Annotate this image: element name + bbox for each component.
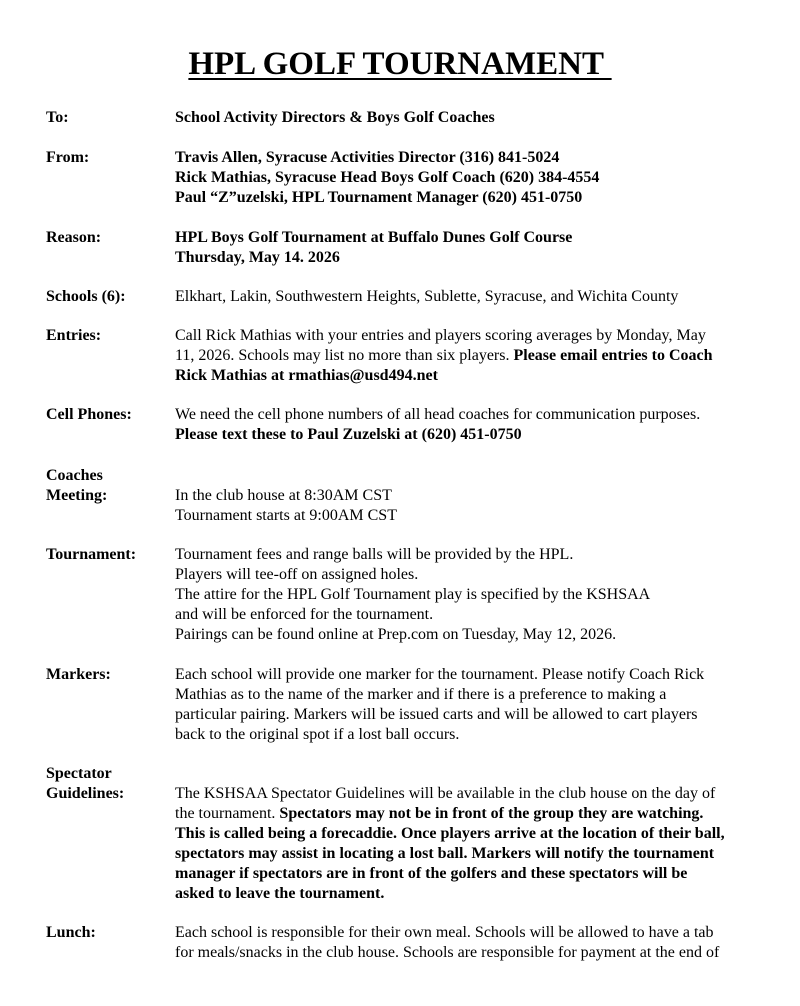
coaches-meeting-line: Tournament starts at 9:00AM CST [175,507,397,524]
spectator-bold-line: spectators may assist in locating a lost ball. Markers will notify the tournament [175,845,715,862]
entries-label: Entries: [46,327,102,344]
entries-email-line: Rick Mathias at rmathias@usd494.net [175,367,438,384]
coaches-meeting-text [175,486,775,526]
from-line: Rick Mathias, Syracuse Head Boys Golf Coach (620) 384-4554 [175,169,600,186]
cell-phones-label: Cell Phones: [46,406,132,423]
cell-phones-bold-line: Please text these to Paul Zuzelski at (620) 451-0750 [175,426,522,443]
from-label: From: [46,149,90,166]
spectator-label [46,764,174,804]
spectator-line [175,804,775,824]
markers-label: Markers: [46,666,111,683]
schools-text: Elkhart, Lakin, Southwestern Heights, Sublette, Syracuse, and Wichita County [175,288,679,305]
spectator-bold-line: asked to leave the tournament. [175,885,385,902]
spectator-label-line: Spectator [46,765,112,782]
reason-line: HPL Boys Golf Tournament at Buffalo Dunes Golf Course [175,229,573,246]
to-label: To: [46,109,69,126]
tournament-label: Tournament: [46,546,137,563]
tournament-line: Players will tee-off on assigned holes. [175,566,419,583]
entries-line [175,346,775,366]
markers-line: Each school will provide one marker for the tournament. Please notify Coach Rick [175,666,705,683]
spectator-line: The KSHSAA Spectator Guidelines will be available in the club house on the day of [175,785,716,802]
page-title: HPL GOLF TOURNAMENT [188,46,612,82]
entries-text [175,326,775,386]
markers-line: particular pairing. Markers will be issued carts and will be allowed to cart players [175,706,698,723]
lunch-line: Each school is responsible for their own meal. Schools will be allowed to have a tab [175,924,714,941]
markers-line: back to the original spot if a lost ball occurs. [175,726,460,743]
tournament-line: The attire for the HPL Golf Tournament play is specified by the KSHSAA [175,586,651,603]
reason-label: Reason: [46,229,102,246]
spectator-bold-line: This is called being a forecaddie. Once players arrive at the location of their ball, [175,825,725,842]
to-text: School Activity Directors & Boys Golf Coaches [175,109,495,126]
cell-phones-line: We need the cell phone numbers of all head coaches for communication purposes. [175,406,701,423]
markers-line: Mathias as to the name of the marker and if there is a preference to making a [175,686,667,703]
from-lines [175,148,775,208]
tournament-line: Tournament fees and range balls will be provided by the HPL. [175,546,574,563]
spectator-text [175,784,775,904]
cell-phones-text [175,405,775,445]
tournament-line: and will be enforced for the tournament. [175,606,434,623]
spectator-line-bold: Spectators may not be in front of the group they are watching. [279,805,704,822]
entries-line-normal: 11, 2026. Schools may list no more than six players. [175,347,514,364]
spectator-line-normal: the tournament. [175,805,280,822]
lunch-label: Lunch: [46,924,96,941]
coaches-meeting-label-line: Coaches [46,467,103,484]
lunch-line: for meals/snacks in the club house. Schools are responsible for payment at the end of [175,944,720,961]
tournament-line: Pairings can be found online at Prep.com on Tuesday, May 12, 2026. [175,626,617,643]
spectator-label-line: Guidelines: [46,785,125,802]
reason-line: Thursday, May 14. 2026 [175,249,340,266]
entries-line-bold: Please email entries to Coach [513,347,713,364]
coaches-meeting-line: In the club house at 8:30AM CST [175,487,392,504]
coaches-meeting-label-line: Meeting: [46,487,108,504]
tournament-text [175,545,775,645]
schools-label: Schools (6): [46,288,126,305]
coaches-meeting-label [46,466,174,506]
lunch-text [175,923,775,963]
markers-text [175,665,775,745]
from-line: Travis Allen, Syracuse Activities Director (316) 841-5024 [175,149,560,166]
reason-lines [175,228,775,268]
spectator-bold-line: manager if spectators are in front of the golfers and these spectators will be [175,865,688,882]
from-line: Paul “Z”uzelski, HPL Tournament Manager (620) 451-0750 [175,189,583,206]
entries-line: Call Rick Mathias with your entries and players scoring averages by Monday, May [175,327,706,344]
